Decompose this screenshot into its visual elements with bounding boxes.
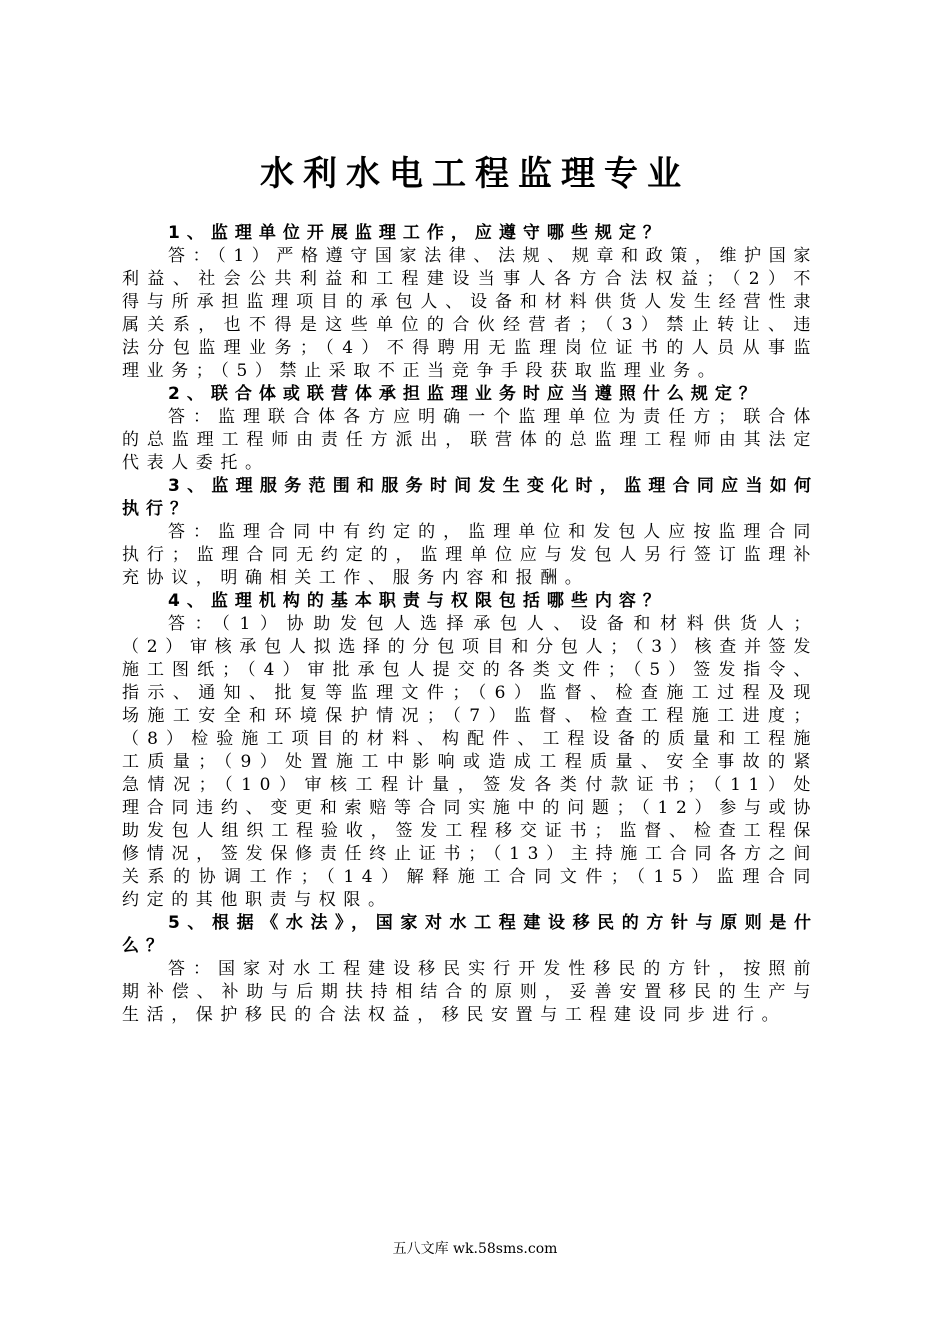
question-4: 4、监理机构的基本职责与权限包括哪些内容？ xyxy=(168,591,667,611)
question-5: 5、根据《水法》，国家对水工程建设移民的方针与原则是什么？ xyxy=(122,913,818,956)
answer-1: 答：（1）严格遵守国家法律、法规、规章和政策，维护国家利益、社会公共利益和工程建设当事人各方合法权益；（2）不得与所承担监理项目的承包人、设备和材料供货人发生经营性隶属关系，也不得是这些单位的合伙经营者；（3）禁止转让、违法分包监理业务；（4）不得聘用无监理岗位证书的人员从事监理业务；（5）禁止采取不正当竞争手段获取监理业务。 xyxy=(122,246,818,381)
question-1: 1、监理单位开展监理工作，应遵守哪些规定？ xyxy=(168,223,667,243)
page-title: 水利水电工程监理专业 xyxy=(260,154,690,194)
answer-5: 答：国家对水工程建设移民实行开发性移民的方针，按照前期补偿、补助与后期扶持相结合的原则，妥善安置移民的生产与生活，保护移民的合法权益，移民安置与工程建设同步进行。 xyxy=(122,959,818,1025)
answer-3: 答：监理合同中有约定的，监理单位和发包人应按监理合同执行；监理合同无约定的，监理单位应与发包人另行签订监理补充协议，明确相关工作、服务内容和报酬。 xyxy=(122,522,818,588)
question-2: 2、联合体或联营体承担监理业务时应当遵照什么规定？ xyxy=(168,384,763,404)
question-3: 3、监理服务范围和服务时间发生变化时，监理合同应当如何执行？ xyxy=(122,476,818,519)
document-body xyxy=(122,222,818,1027)
answer-2: 答：监理联合体各方应明确一个监理单位为责任方；联合体的总监理工程师由责任方派出，联营体的总监理工程师由其法定代表人委托。 xyxy=(122,407,818,473)
answer-4: 答：（1）协助发包人选择承包人、设备和材料供货人；（2）审核承包人拟选择的分包项目和分包人；（3）核查并签发施工图纸；（4）审批承包人提交的各类文件；（5）签发指令、指示、通知、批复等监理文件；（6）监督、检查施工过程及现场施工安全和环境保护情况；（7）监督、检查工程施工进度；（8）检验施工项目的材料、构配件、工程设备的质量和工程施工质量；（9）处置施工中影响或造成工程质量、安全事故的紧急情况；（10）审核工程计量，签发各类付款证书；（11）处理合同违约、变更和索赔等合同实施中的问题；（12）参与或协助发包人组织工程验收，签发工程移交证书；监督、检查工程保修情况，签发保修责任终止证书；（13）主持施工合同各方之间关系的协调工作；（14）解释施工合同文件；（15）监理合同约定的其他职责与权限。 xyxy=(122,614,818,910)
footer-watermark: 五八文库 wk.58sms.com xyxy=(392,1241,558,1257)
